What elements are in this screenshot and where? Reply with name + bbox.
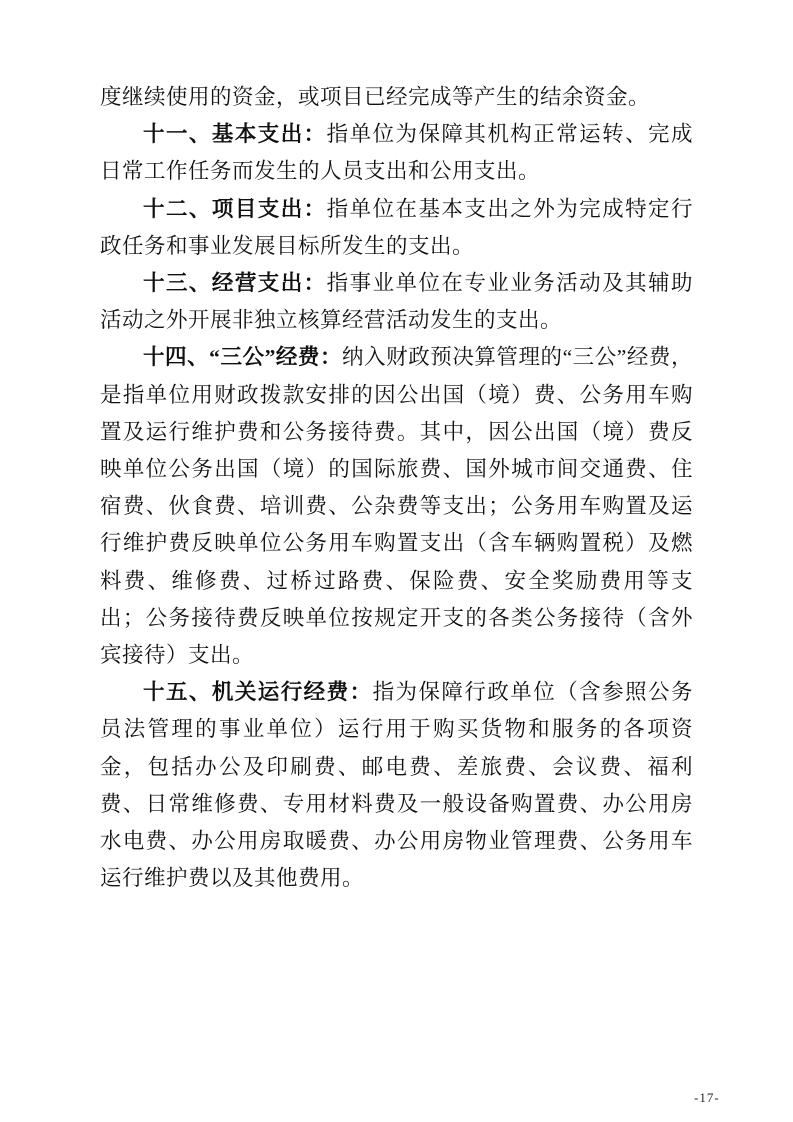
- document-body: [100, 79, 693, 897]
- definition-paragraph-12: [100, 191, 693, 265]
- definition-paragraph-13: [100, 265, 693, 339]
- continuation-text: 度继续使用的资金，或项目已经完成等产生的结余资金。: [100, 85, 651, 109]
- term-definition-operating-expenditure: 指事业单位在专业业务活动及其辅助活动之外开展非独立核算经营活动发生的支出。: [100, 271, 693, 333]
- page-number: -17-: [694, 1090, 720, 1105]
- term-definition-project-expenditure: 指单位在基本支出之外为完成特定行政任务和事业发展目标所发生的支出。: [100, 196, 693, 258]
- term-label-three-public-funds: 十四、“三公”经费：: [143, 345, 343, 370]
- term-label-project-expenditure: 十二、项目支出：: [143, 196, 327, 221]
- term-definition-basic-expenditure: 指单位为保障其机构正常运转、完成日常工作任务而发生的人员支出和公用支出。: [100, 122, 693, 184]
- term-label-operating-expenditure: 十三、经营支出：: [143, 271, 327, 296]
- paragraph-continuation: [100, 79, 693, 116]
- definition-paragraph-11: [100, 116, 693, 190]
- term-label-agency-operating-funds: 十五、机关运行经费：: [143, 680, 373, 705]
- term-label-basic-expenditure: 十一、基本支出：: [143, 122, 327, 147]
- definition-paragraph-15: [100, 674, 693, 897]
- term-definition-agency-operating-funds: 指为保障行政单位（含参照公务员法管理的事业单位）运行用于购买货物和服务的各项资金，包括办公及印刷费、邮电费、差旅费、会议费、福利费、日常维修费、专用材料费及一般设备购置费、办公用房水电费、办公用房取暖费、办公用房物业管理费、公务用车运行维护费以及其他费用。: [100, 680, 693, 891]
- definition-paragraph-14: [100, 339, 693, 674]
- term-definition-three-public-funds: 纳入财政预决算管理的“三公”经费，是指单位用财政拨款安排的因公出国（境）费、公务用车购置及运行维护费和公务接待费。其中，因公出国（境）费反映单位公务出国（境）的国际旅费、国外城市间交通费、住宿费、伙食费、培训费、公杂费等支出；公务用车购置及运行维护费反映单位公务用车购置支出（含车辆购置税）及燃料费、维修费、过桥过路费、保险费、安全奖励费用等支出；公务接待费反映单位按规定开支的各类公务接待（含外宾接待）支出。: [100, 345, 693, 668]
